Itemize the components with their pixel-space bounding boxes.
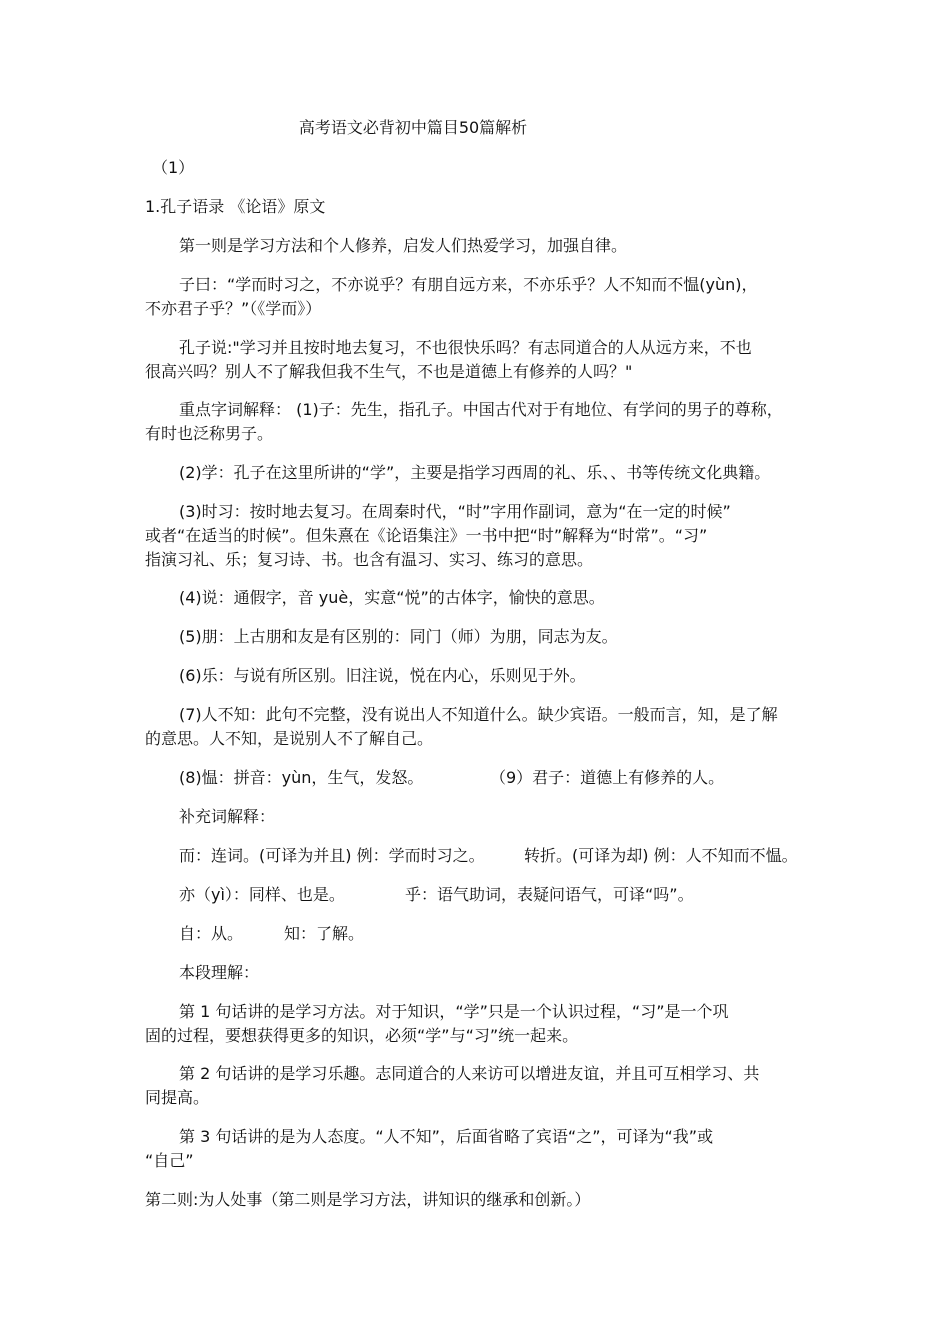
understanding-heading: 本段理解： [179, 963, 260, 982]
supplement-zi: 自：从。 [179, 924, 244, 943]
section-heading: 1.孔子语录 《论语》原文 [145, 197, 326, 216]
second-section-heading: 第二则:为人处事（第二则是学习方法，讲知识的继承和创新。） [145, 1190, 591, 1209]
understanding-2-line-1: 第 2 句话讲的是学习乐趣。志同道合的人来访可以增进友谊，并且可互相学习、共 [179, 1064, 760, 1083]
supplement-er-1: 而：连词。(可译为并且) 例：学而时习之。 [179, 846, 485, 865]
glossary-1-line-2: 有时也泛称男子。 [145, 424, 274, 443]
supplement-yi: 亦（yì）：同样、也是。 [179, 885, 345, 904]
quote-line-1: 子曰：“学而时习之，不亦说乎？有朋自远方来，不亦乐乎？人不知而不愠(yùn)， [179, 275, 758, 294]
glossary-1-line-1: 重点字词解释： (1)子：先生，指孔子。中国古代对于有地位、有学问的男子的尊称， [179, 400, 783, 419]
glossary-2: (2)学：孔子在这里所讲的“学”，主要是指学习西周的礼、乐、、书等传统文化典籍。 [179, 463, 771, 482]
translation-line-2: 很高兴吗？别人不了解我但我不生气，不也是道德上有修养的人吗？" [145, 362, 633, 381]
understanding-3-line-2: “自己” [145, 1151, 194, 1170]
glossary-6: (6)乐：与说有所区别。旧注说，悦在内心，乐则见于外。 [179, 666, 586, 685]
glossary-9: （9）君子：道德上有修养的人。 [490, 768, 725, 787]
glossary-4: (4)说：通假字，音 yuè，实意“悦”的古体字，愉快的意思。 [179, 588, 605, 607]
glossary-3-line-3: 指演习礼、乐；复习诗、书。也含有温习、实习、练习的意思。 [145, 550, 594, 569]
understanding-3-line-1: 第 3 句话讲的是为人态度。“人不知”，后面省略了宾语“之”，可译为“我”或 [179, 1127, 714, 1146]
supplement-hu: 乎：语气助词，表疑问语气，可译“吗”。 [405, 885, 694, 904]
paragraph-intro: 第一则是学习方法和个人修养，启发人们热爱学习，加强自律。 [179, 236, 628, 255]
understanding-2-line-2: 同提高。 [145, 1088, 210, 1107]
understanding-1-line-1: 第 1 句话讲的是学习方法。对于知识，“学”只是一个认识过程，“习”是一个巩 [179, 1002, 729, 1021]
understanding-1-line-2: 固的过程，要想获得更多的知识，必须“学”与“习”统一起来。 [145, 1026, 579, 1045]
glossary-5: (5)朋：上古朋和友是有区别的：同门（师）为朋，同志为友。 [179, 627, 618, 646]
supplement-er-2: 转折。(可译为却) 例：人不知而不愠。 [524, 846, 798, 865]
supplement-heading: 补充词解释： [179, 807, 276, 826]
document-title: 高考语文必背初中篇目50篇解析 [298, 118, 528, 137]
glossary-7-line-2: 的意思。人不知，是说别人不了解自己。 [145, 729, 434, 748]
glossary-8: (8)愠：拼音：yùn，生气，发怒。 [179, 768, 424, 787]
supplement-zhi: 知：了解。 [284, 924, 365, 943]
glossary-3-line-2: 或者“在适当的时候”。但朱熹在《论语集注》一书中把“时”解释为“时常”。“习” [145, 526, 708, 545]
translation-line-1: 孔子说:"学习并且按时地去复习，不也很快乐吗？有志同道合的人从远方来，不也 [179, 338, 752, 357]
section-marker: （1） [152, 158, 195, 177]
quote-line-2: 不亦君子乎？”（《学而》） [145, 299, 322, 318]
glossary-3-line-1: (3)时习：按时地去复习。在周秦时代，“时”字用作副词，意为“在一定的时候” [179, 502, 731, 521]
glossary-7-line-1: (7)人不知：此句不完整，没有说出人不知道什么。缺少宾语。一般而言，知，是了解 [179, 705, 778, 724]
